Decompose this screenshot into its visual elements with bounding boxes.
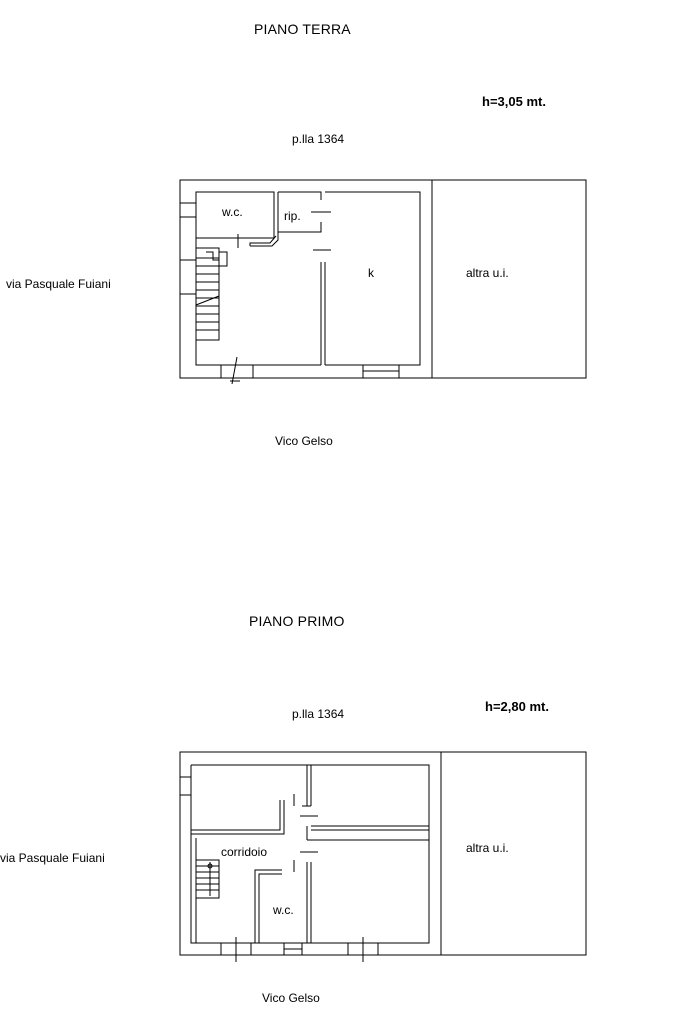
ground-street-bottom: Vico Gelso (275, 434, 333, 448)
ground-floor-height: h=3,05 mt. (482, 94, 546, 109)
first-floor-plan (180, 752, 586, 962)
first-wc-label: w.c. (273, 903, 294, 917)
ground-window-left-2 (180, 260, 196, 294)
first-floor-height: h=2,80 mt. (485, 699, 549, 714)
ground-wc-label: w.c. (222, 205, 243, 219)
first-street-bottom: Vico Gelso (262, 991, 320, 1005)
first-other-unit-label: altra u.i. (466, 841, 509, 855)
first-outer-wall (180, 752, 586, 955)
ground-parcel-label: p.lla 1364 (292, 132, 345, 146)
ground-floor-plan (180, 180, 586, 384)
first-street-left: via Pasquale Fuiani (0, 851, 105, 865)
ground-other-unit-label: altra u.i. (466, 266, 509, 280)
first-window-left (180, 777, 191, 795)
ground-floor-title: PIANO TERRA (254, 21, 351, 37)
ground-storage-label: rip. (284, 209, 301, 223)
ground-wc-room (196, 192, 274, 238)
ground-entrance-door (221, 365, 253, 378)
ground-staircase (196, 248, 227, 340)
ground-street-left: via Pasquale Fuiani (6, 277, 111, 291)
first-parcel-label: p.lla 1364 (292, 707, 345, 721)
ground-window-left (180, 203, 196, 217)
first-staircase (196, 860, 219, 898)
first-floor-title: PIANO PRIMO (249, 613, 345, 629)
ground-outer-wall (180, 180, 586, 378)
ground-kitchen-label: k (368, 266, 374, 280)
first-corridor-label: corridoio (221, 845, 268, 859)
